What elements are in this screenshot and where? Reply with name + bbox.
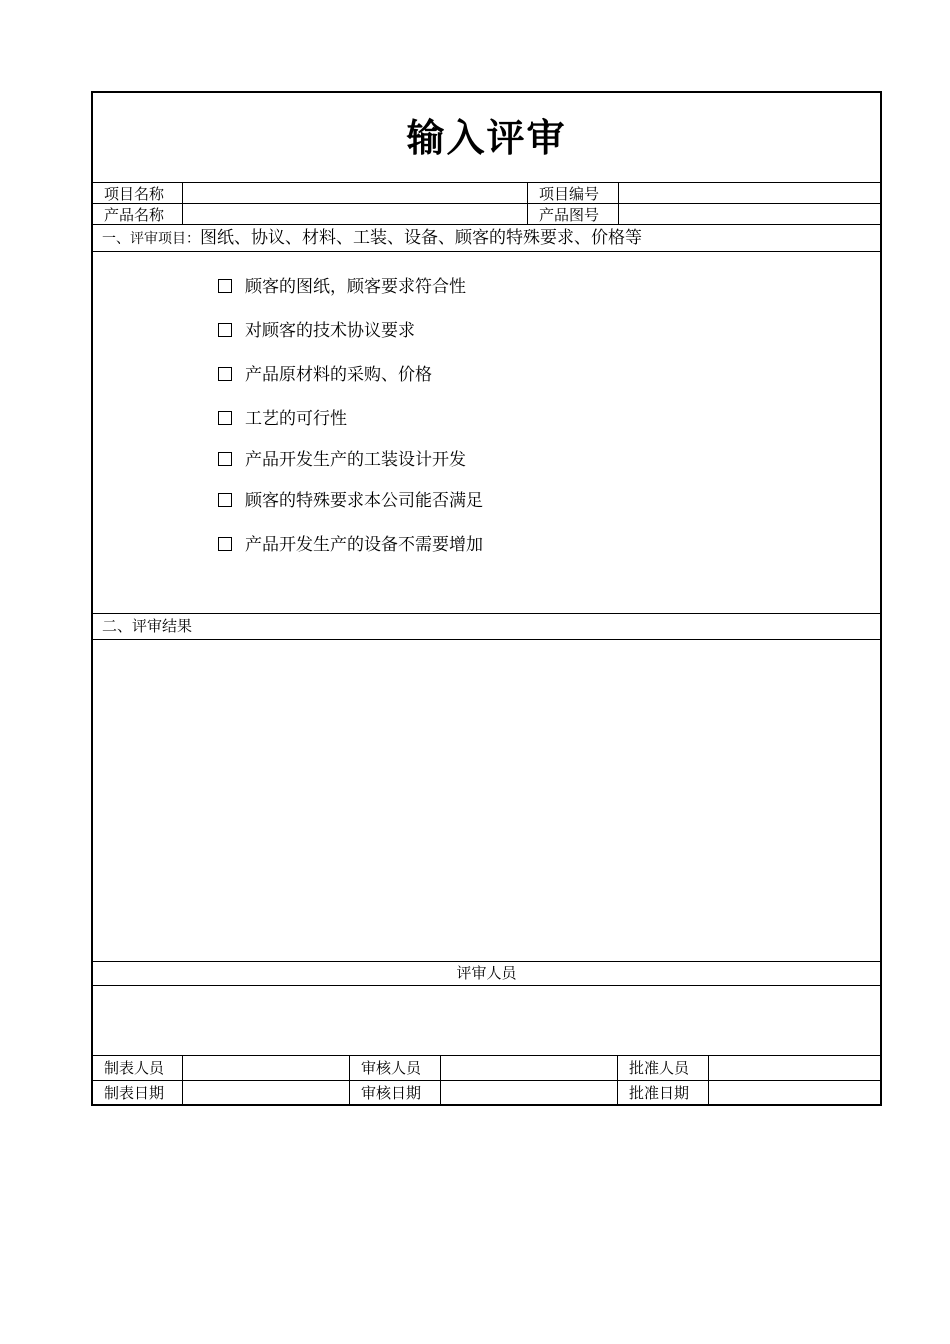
product-name-field[interactable]	[183, 204, 527, 224]
checklist-item[interactable]: 顾客的特殊要求本公司能否满足	[218, 489, 483, 513]
approved-date-field[interactable]	[709, 1081, 882, 1104]
row-divider	[93, 961, 880, 962]
checklist-item[interactable]: 产品开发生产的设备不需要增加	[218, 533, 483, 557]
checkbox-icon[interactable]	[218, 367, 232, 381]
approved-by-field[interactable]	[709, 1056, 882, 1080]
reviewed-date-label: 审核日期	[361, 1084, 422, 1102]
checkbox-icon[interactable]	[218, 323, 232, 337]
prepared-by-field[interactable]	[183, 1056, 349, 1080]
checklist-item[interactable]: 对顾客的技术协议要求	[218, 319, 415, 343]
row-divider	[93, 251, 880, 252]
col-divider	[617, 1055, 618, 1106]
section1-heading-prefix: 一、评审项目：	[102, 231, 200, 247]
approved-by-label: 批准人员	[629, 1059, 690, 1077]
prepared-date-field[interactable]	[183, 1081, 349, 1104]
product-drawing-field[interactable]	[619, 204, 882, 224]
review-result-area[interactable]	[93, 640, 882, 960]
section1-heading-rest: 图纸、协议、材料、工装、设备、顾客的特殊要求、价格等	[200, 228, 642, 248]
prepared-date-label: 制表日期	[104, 1084, 165, 1102]
col-divider	[349, 1055, 350, 1106]
product-name-label: 产品名称	[104, 206, 165, 224]
checklist-item[interactable]: 产品原材料的采购、价格	[218, 363, 432, 387]
section2-heading: 二、评审结果	[102, 617, 193, 635]
project-name-field[interactable]	[183, 183, 527, 203]
reviewed-date-field[interactable]	[441, 1081, 617, 1104]
row-divider	[93, 613, 880, 614]
reviewed-by-field[interactable]	[441, 1056, 617, 1080]
approved-date-label: 批准日期	[629, 1084, 690, 1102]
checklist-item[interactable]: 工艺的可行性	[218, 407, 347, 431]
checkbox-icon[interactable]	[218, 452, 232, 466]
product-drawing-label: 产品图号	[539, 206, 600, 224]
section1-heading	[102, 228, 642, 249]
checkbox-icon[interactable]	[218, 537, 232, 551]
project-name-label: 项目名称	[104, 185, 165, 203]
reviewers-area[interactable]	[93, 986, 882, 1054]
col-divider	[527, 182, 528, 224]
checklist-item[interactable]: 顾客的图纸，顾客要求符合性	[218, 275, 466, 299]
row-divider	[93, 224, 880, 225]
project-no-label: 项目编号	[539, 185, 600, 203]
project-no-field[interactable]	[619, 183, 882, 203]
prepared-by-label: 制表人员	[104, 1059, 165, 1077]
checkbox-icon[interactable]	[218, 279, 232, 293]
checkbox-icon[interactable]	[218, 411, 232, 425]
input-review-form	[91, 91, 882, 1106]
reviewed-by-label: 审核人员	[361, 1059, 422, 1077]
checkbox-icon[interactable]	[218, 493, 232, 507]
checklist-item[interactable]: 产品开发生产的工装设计开发	[218, 448, 466, 472]
reviewers-heading: 评审人员	[456, 964, 517, 982]
form-title: 输入评审	[406, 115, 567, 160]
